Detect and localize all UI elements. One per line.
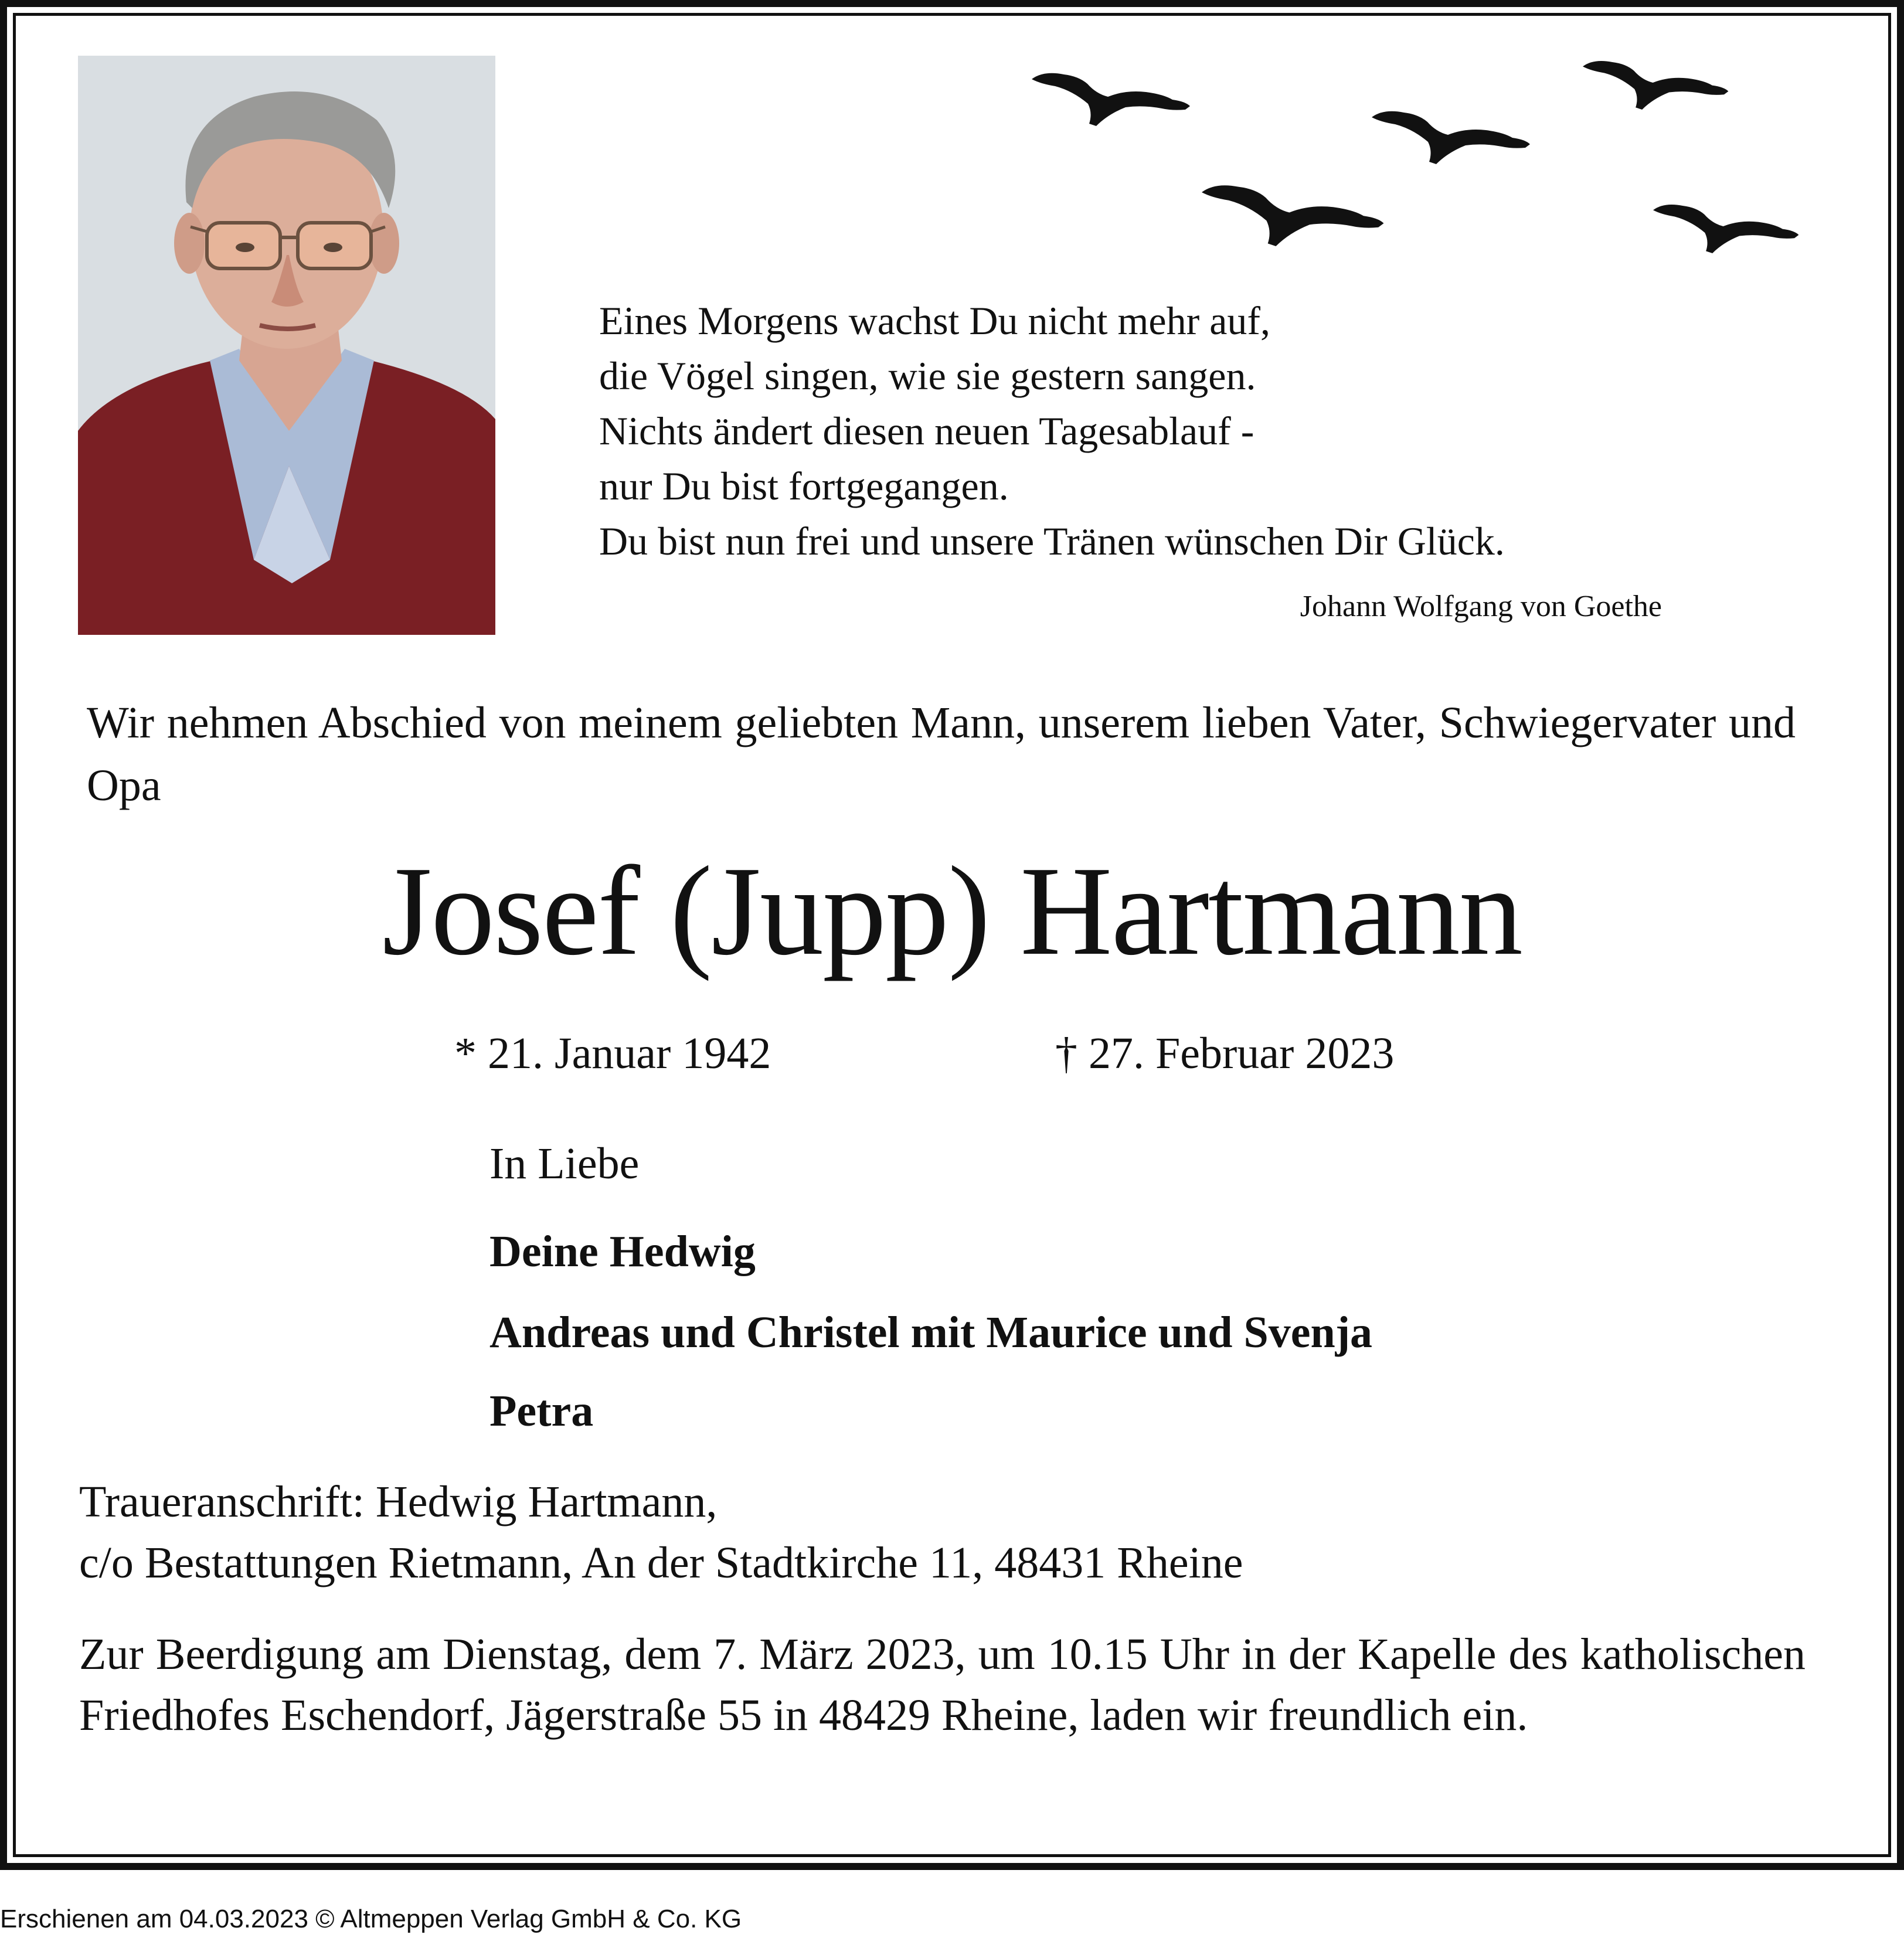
mourner-name: Petra — [489, 1386, 594, 1436]
bird-2 — [1372, 111, 1530, 164]
poem-line: Eines Morgens wachst Du nicht mehr auf, — [599, 298, 1271, 343]
publisher-note: Erschienen am 04.03.2023 © Altmeppen Verlag GmbH & Co. KG — [0, 1905, 742, 1933]
bird-3 — [1583, 61, 1728, 110]
address-line-1: Traueranschrift: Hedwig Hartmann, — [79, 1477, 718, 1526]
bird-5 — [1653, 205, 1798, 253]
mourner-name: Deine Hedwig — [489, 1227, 756, 1276]
farewell-intro: Wir nehmen Abschied von meinem geliebten Mann, unserem lieben Vater, Schwiegervater und Opa — [87, 698, 1796, 810]
deceased-name: Josef (Jupp) Hartmann — [382, 841, 1522, 982]
death-date: † 27. Februar 2023 — [1055, 1029, 1395, 1078]
poem-line: nur Du bist fortgegangen. — [599, 464, 1009, 508]
closing-phrase: In Liebe — [489, 1139, 640, 1188]
birth-date: * 21. Januar 1942 — [454, 1029, 771, 1078]
funeral-notice: Zur Beerdigung am Dienstag, dem 7. März 2023, um 10.15 Uhr in der Kapelle des katholischen Friedhofes Eschendorf, Jägerstraße 55 in 48429 Rheine, laden wir freundlich ein. — [79, 1630, 1806, 1740]
poem-author: Johann Wolfgang von Goethe — [1300, 590, 1662, 623]
mourning-address — [79, 1471, 1826, 1593]
portrait-photo — [78, 56, 495, 635]
poem-text — [599, 293, 1772, 569]
poem-line: Du bist nun frei und unsere Tränen wünschen Dir Glück. — [599, 519, 1505, 563]
flying-birds-illustration — [1020, 47, 1806, 281]
bird-1 — [1032, 73, 1190, 126]
bird-4 — [1202, 185, 1384, 246]
poem-line: die Vögel singen, wie sie gestern sangen. — [599, 353, 1256, 398]
address-line-2: c/o Bestattungen Rietmann, An der Stadtkirche 11, 48431 Rheine — [79, 1538, 1243, 1587]
mourner-name: Andreas und Christel mit Maurice und Svenja — [489, 1308, 1373, 1357]
poem-line: Nichts ändert diesen neuen Tagesablauf - — [599, 409, 1254, 453]
